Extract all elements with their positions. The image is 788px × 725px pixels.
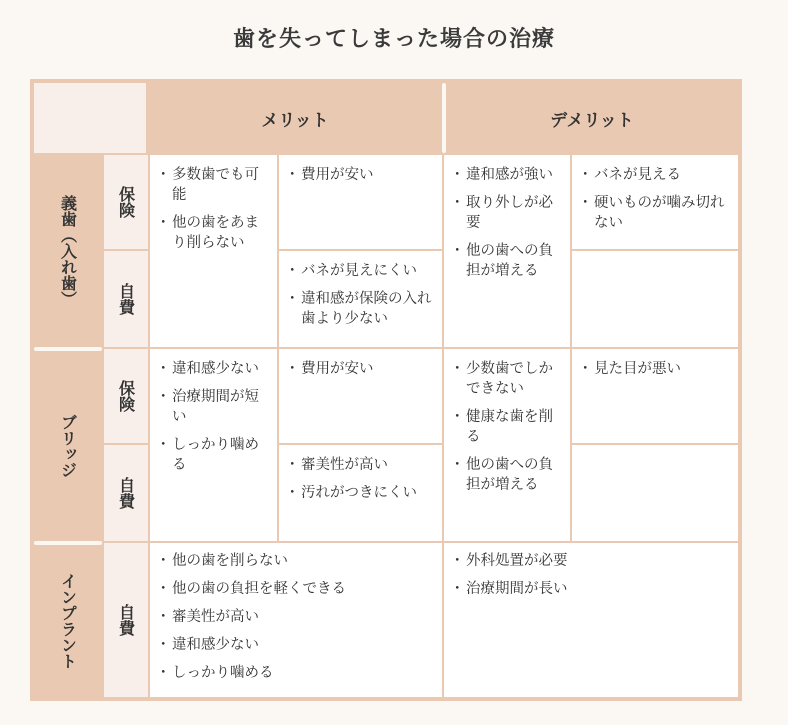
header-merit: メリット bbox=[261, 110, 329, 131]
bridge-merit-private bbox=[279, 445, 442, 541]
list-item: ・ 取り外しが必要 bbox=[454, 193, 564, 233]
list-item: ・ 違和感が保険の入れ歯より少ない bbox=[289, 289, 436, 329]
list-item: ・ 違和感が強い bbox=[454, 165, 564, 185]
bridge-demerit-common-list bbox=[444, 349, 570, 495]
page-title: 歯を失ってしまった場合の治療 bbox=[232, 27, 555, 52]
treatment-comparison-table bbox=[30, 79, 742, 701]
list-item: ・ 他の歯への負担が増える bbox=[454, 455, 564, 495]
bridge-demerit-insurance-list bbox=[572, 349, 738, 379]
sublabel-bridge-insurance: 保険 bbox=[104, 349, 148, 443]
denture-demerit-common bbox=[444, 155, 570, 347]
bridge-merit-insurance-list bbox=[279, 349, 442, 379]
bridge-merit-insurance bbox=[279, 349, 442, 443]
list-item: ・ バネが見える bbox=[582, 165, 732, 185]
list-item: ・ 治療期間が短い bbox=[160, 387, 271, 427]
section-label-bridge: ブリッジ bbox=[58, 414, 78, 478]
implant-demerit bbox=[444, 543, 738, 697]
corner-cell bbox=[34, 83, 146, 153]
denture-merit-insurance bbox=[279, 155, 442, 249]
list-item: ・ 見た目が悪い bbox=[582, 359, 732, 379]
header-demerit: デメリット bbox=[550, 110, 634, 131]
list-item: ・ 費用が安い bbox=[289, 359, 436, 379]
list-item: ・ 審美性が高い bbox=[289, 455, 436, 475]
list-item: ・ 他の歯への負担が増える bbox=[454, 241, 564, 281]
list-item: ・ 硬いものが噛み切れない bbox=[582, 193, 732, 233]
denture-demerit-insurance bbox=[572, 155, 738, 249]
list-item: ・ バネが見えにくい bbox=[289, 261, 436, 281]
list-item: ・ 外科処置が必要 bbox=[454, 551, 732, 571]
bridge-demerit-private bbox=[572, 445, 738, 541]
list-item: ・ しっかり噛める bbox=[160, 663, 436, 683]
list-item: ・ 少数歯でしかできない bbox=[454, 359, 564, 399]
sublabel-implant-private: 自費 bbox=[104, 543, 148, 697]
list-item: ・ しっかり噛める bbox=[160, 435, 271, 475]
denture-demerit-private bbox=[572, 251, 738, 347]
list-item: ・ 費用が安い bbox=[289, 165, 436, 185]
list-item: ・ 違和感少ない bbox=[160, 359, 271, 379]
denture-merit-private-list bbox=[279, 251, 442, 329]
list-item: ・ 汚れがつきにくい bbox=[289, 483, 436, 503]
denture-merit-common-list bbox=[150, 155, 277, 253]
bridge-merit-common-list bbox=[150, 349, 277, 475]
denture-merit-insurance-list bbox=[279, 155, 442, 185]
bridge-demerit-insurance bbox=[572, 349, 738, 443]
list-item: ・ 多数歯でも可能 bbox=[160, 165, 271, 205]
list-item: ・ 違和感少ない bbox=[160, 635, 436, 655]
implant-merit bbox=[150, 543, 442, 697]
denture-demerit-common-list bbox=[444, 155, 570, 281]
implant-demerit-list bbox=[444, 543, 738, 599]
denture-demerit-insurance-list bbox=[572, 155, 738, 233]
list-item: ・ 審美性が高い bbox=[160, 607, 436, 627]
implant-merit-list bbox=[150, 543, 442, 683]
denture-merit-private bbox=[279, 251, 442, 347]
bridge-merit-private-list bbox=[279, 445, 442, 503]
denture-merit-common bbox=[150, 155, 277, 347]
list-item: ・ 治療期間が長い bbox=[454, 579, 732, 599]
list-item: ・ 他の歯をあまり削らない bbox=[160, 213, 271, 253]
sublabel-denture-private: 自費 bbox=[104, 251, 148, 347]
sublabel-denture-insurance: 保険 bbox=[104, 155, 148, 249]
list-item: ・ 他の歯を削らない bbox=[160, 551, 436, 571]
section-label-denture: 義歯（入れ歯） bbox=[58, 195, 78, 307]
bridge-demerit-common bbox=[444, 349, 570, 541]
list-item: ・ 他の歯の負担を軽くできる bbox=[160, 579, 436, 599]
bridge-merit-common bbox=[150, 349, 277, 541]
section-label-implant: インプラント bbox=[58, 573, 78, 669]
list-item: ・ 健康な歯を削る bbox=[454, 407, 564, 447]
sublabel-bridge-private: 自費 bbox=[104, 445, 148, 541]
